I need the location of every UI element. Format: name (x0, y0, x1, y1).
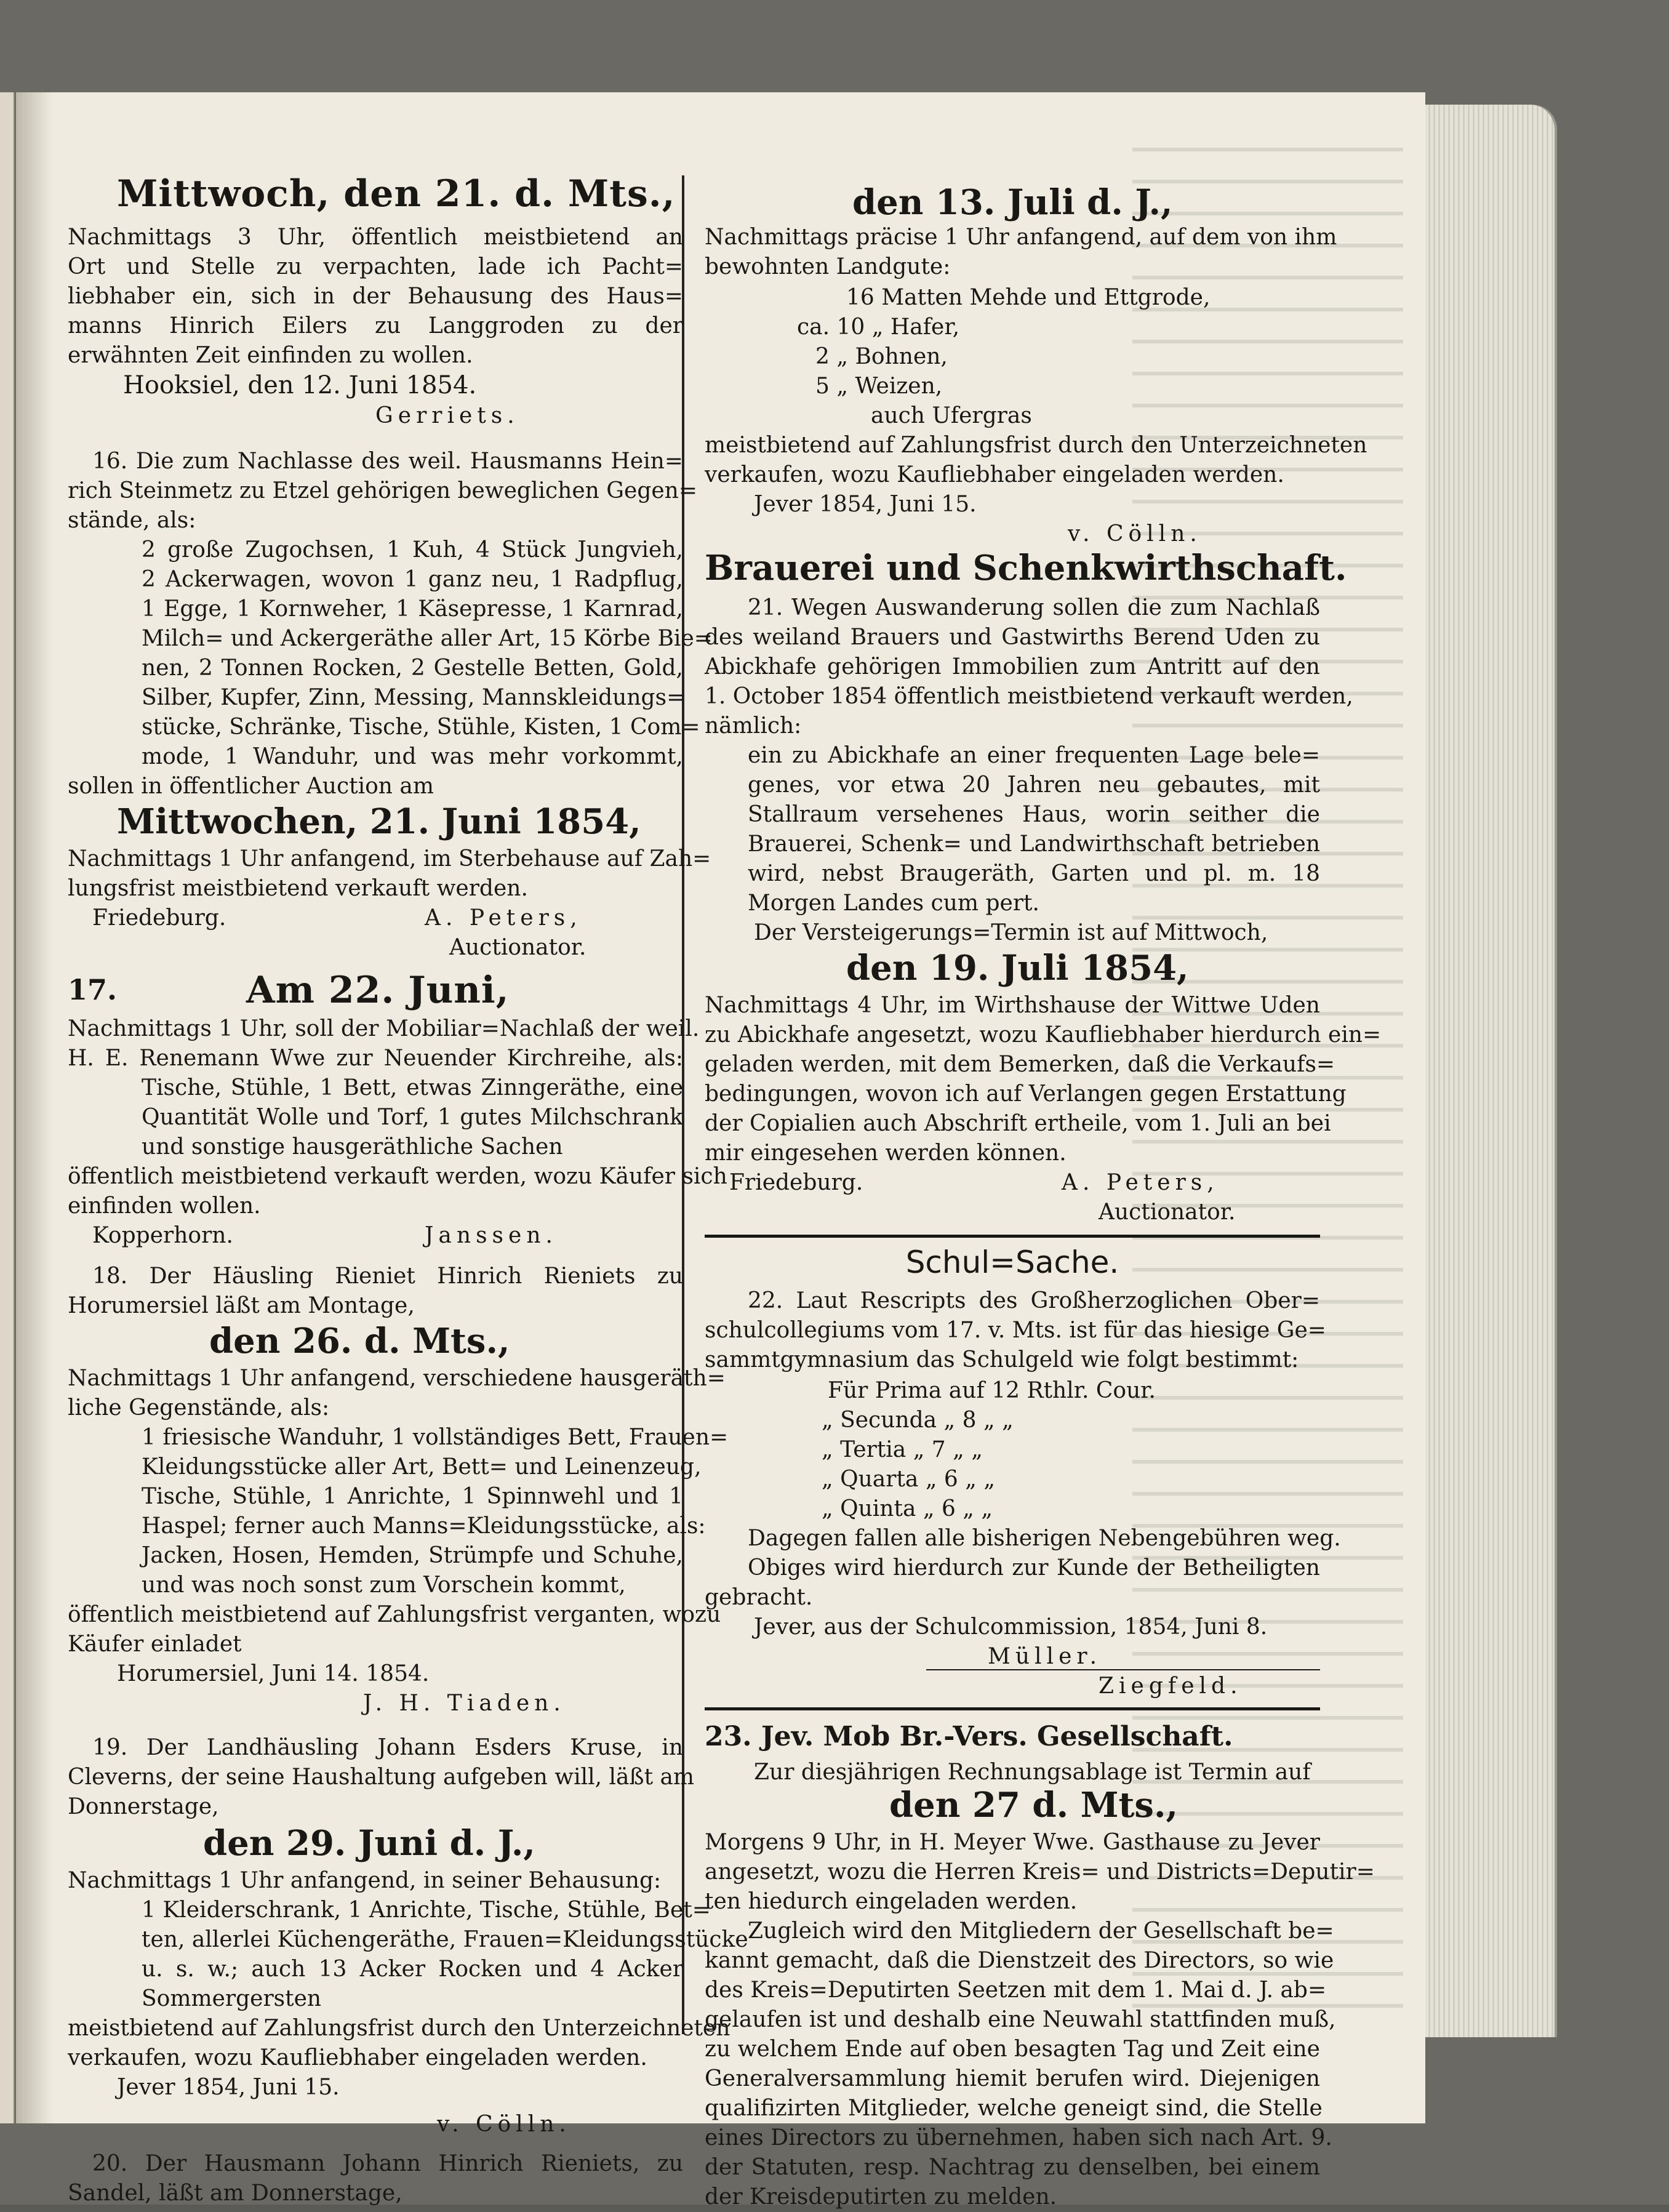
text-line: nen, 2 Tonnen Rocken, 2 Gestelle Betten, Gold, (142, 655, 683, 681)
text-line: Sommergersten (142, 1986, 322, 2011)
text-line: Sandel, läßt am Donnerstage, (68, 2181, 402, 2206)
text-line: Haspel; ferner auch Manns=Kleidungsstücke, als: (142, 1513, 706, 1539)
signature: A. Peters, (1062, 1170, 1219, 1195)
text-line: 19. Der Landhäusling Johann Esders Kruse, in (92, 1735, 683, 1760)
text-line: 2 große Zugochsen, 1 Kuh, 4 Stück Jungvieh, (142, 537, 683, 563)
text-line: Der Versteigerungs=Termin ist auf Mittwoch, (754, 920, 1268, 945)
text-line: 18. Der Häusling Rieniet Hinrich Rieniets zu (92, 1264, 683, 1289)
list-item: 2 „ Bohnen, (815, 344, 948, 369)
text-line: gelaufen ist und deshalb eine Neuwahl stattfinden muß, (705, 2007, 1336, 2032)
text-line: erwähnten Zeit einfinden zu wollen. (68, 343, 473, 368)
place-date: Jever 1854, Juni 15. (754, 492, 977, 517)
text-line: Donnerstage, (68, 1794, 219, 1819)
text-line: verkaufen, wozu Kaufliebhaber eingeladen werden. (68, 2045, 647, 2070)
text-line: 22. Laut Rescripts des Großherzoglichen Ober= (748, 1288, 1320, 1313)
text-line: sollen in öffentlicher Auction am (68, 774, 434, 799)
text-line: öffentlich meistbietend auf Zahlungsfrist verganten, wozu (68, 1602, 721, 1627)
signature-rule (926, 1669, 1320, 1670)
text-line: und was noch sonst zum Vorschein kommt, (142, 1573, 626, 1598)
signature: Janssen. (425, 1223, 558, 1248)
text-line: liebhaber ein, sich in der Behausung des Haus= (68, 284, 683, 309)
section-rule (705, 1707, 1320, 1710)
text-line: Generalversammlung hiemit berufen wird. Diejenigen (705, 2066, 1320, 2091)
text-line: Morgen Landes cum pert. (748, 891, 1039, 916)
text-line: stücke, Schränke, Tische, Stühle, Kisten, 1 Com= (142, 715, 700, 740)
text-line: Dagegen fallen alle bisherigen Nebengebühren weg. (748, 1526, 1341, 1551)
text-line: 1. October 1854 öffentlich meistbietend verkauft werden, (705, 684, 1353, 709)
text-line: manns Hinrich Eilers zu Langgroden zu der (68, 313, 683, 339)
text-line: stände, als: (68, 508, 196, 533)
text-line: gebracht. (705, 1585, 813, 1610)
place-date: Horumersiel, Juni 14. 1854. (117, 1661, 430, 1686)
signature: Ziegfeld. (1099, 1673, 1243, 1699)
text-line: nämlich: (705, 713, 802, 739)
text-line: genes, vor etwa 20 Jahren neu gebautes, mit (748, 772, 1320, 798)
facing-page-edge (0, 92, 15, 2123)
text-line: Nachmittags präcise 1 Uhr anfangend, auf dem von ihm (705, 225, 1337, 250)
text-line: ein zu Abickhafe an einer frequenten Lage bele= (748, 743, 1320, 768)
text-line: 1 friesische Wanduhr, 1 vollständiges Bett, Frauen= (142, 1425, 729, 1450)
text-line: Brauerei, Schenk= und Landwirthschaft betrieben (748, 832, 1320, 857)
text-line: Obiges wird hierdurch zur Kunde der Betheiligten (748, 1555, 1320, 1581)
text-line: des weiland Brauers und Gastwirths Berend Uden zu (705, 625, 1320, 650)
text-line: mode, 1 Wanduhr, und was mehr vorkommt, (142, 744, 683, 769)
text-line: bewohnten Landgute: (705, 254, 951, 279)
text-line: Nachmittags 3 Uhr, öffentlich meistbietend an (68, 225, 683, 250)
text-line: Stallraum versehenes Haus, worin seither die (748, 802, 1320, 827)
text-line: Cleverns, der seine Haushaltung aufgeben will, läßt am (68, 1765, 695, 1790)
signature-title: Auctionator. (1099, 1200, 1236, 1225)
gutter-shadow (16, 92, 53, 2123)
place: Kopperhorn. (92, 1223, 233, 1248)
text-line: u. s. w.; auch 13 Acker Rocken und 4 Acker (142, 1957, 683, 1982)
text-line: ten, allerlei Küchengeräthe, Frauen=Kleidungsstücke (142, 1927, 748, 1952)
fee-row: Für Prima auf 12 Rthlr. Cour. (828, 1378, 1156, 1403)
text-line: des Kreis=Deputirten Seetzen mit dem 1. Mai d. J. ab= (705, 1978, 1327, 2003)
text-line: H. E. Renemann Wwe zur Neuender Kirchreihe, als: (68, 1046, 683, 1071)
intro-heading: Mittwoch, den 21. d. Mts., (117, 172, 676, 215)
signature: Gerriets. (375, 403, 519, 428)
notice-heading: Am 22. Juni, (246, 969, 510, 1012)
place-date: Jever, aus der Schulcommission, 1854, Juni 8. (754, 1614, 1268, 1640)
auction-date: Mittwochen, 21. Juni 1854, (117, 801, 641, 842)
signature: J. H. Tiaden. (363, 1691, 566, 1716)
text-line: 20. Der Hausmann Johann Hinrich Rieniets, zu (92, 2151, 683, 2176)
text-line: liche Gegenstände, als: (68, 1395, 330, 1421)
text-line: wird, nebst Braugeräth, Garten und pl. m. 18 (748, 861, 1320, 886)
text-line: zu welchem Ende auf oben besagten Tag und Zeit eine (705, 2037, 1320, 2062)
signature: v. Cölln. (437, 2112, 571, 2137)
text-line: Kleidungsstücke aller Art, Bett= und Leinenzeug, (142, 1454, 702, 1480)
auction-date: den 13. Juli d. J., (852, 182, 1173, 223)
fee-row: „ Tertia „ 7 „ „ (822, 1437, 983, 1462)
text-line: qualifizirten Mitglieder, welche geneigt sind, die Stelle (705, 2096, 1323, 2121)
text-line: meistbietend auf Zahlungsfrist durch den Unterzeichneten (68, 2016, 730, 2041)
text-line: Käufer einladet (68, 1632, 242, 1657)
signature: A. Peters, (425, 905, 582, 931)
text-line: kannt gemacht, daß die Dienstzeit des Directors, so wie (705, 1948, 1334, 1973)
text-line: 16. Die zum Nachlasse des weil. Hausmanns Hein= (92, 449, 683, 474)
place: Friedeburg. (92, 905, 226, 931)
fee-row: „ Quarta „ 6 „ „ (822, 1467, 996, 1492)
section-rule (705, 1235, 1320, 1238)
text-line: Nachmittags 1 Uhr anfangend, verschiedene hausgeräth= (68, 1366, 726, 1391)
text-line: Zugleich wird den Mitgliedern der Gesellschaft be= (748, 1918, 1334, 1944)
text-line: sammtgymnasium das Schulgeld wie folgt bestimmt: (705, 1347, 1299, 1372)
text-line: der Copialien auch Abschrift ertheile, vom 1. Juli an bei (705, 1111, 1331, 1136)
text-line: angesetzt, wozu die Herren Kreis= und Districts=Deputir= (705, 1859, 1375, 1885)
text-line: 1 Kleiderschrank, 1 Anrichte, Tische, Stühle, Bet= (142, 1897, 711, 1923)
text-line: ten hiedurch eingeladen werden. (705, 1889, 1078, 1914)
signature-title: Auctionator. (449, 935, 586, 960)
text-line: Tische, Stühle, 1 Anrichte, 1 Spinnwehl und 1 (142, 1484, 683, 1509)
notice-number: 17. (68, 973, 118, 1006)
text-line: 1 Egge, 1 Kornweher, 1 Käsepresse, 1 Karnrad, (142, 596, 683, 622)
text-line: Tische, Stühle, 1 Bett, etwas Zinngeräthe, eine (142, 1075, 683, 1100)
list-item: ca. 10 „ Hafer, (797, 315, 960, 340)
text-line: 2 Ackerwagen, wovon 1 ganz neu, 1 Radpflug, (142, 567, 683, 592)
text-line: Jacken, Hosen, Hemden, Strümpfe und Schuhe, (142, 1543, 683, 1568)
place-date: Jever 1854, Juni 15. (117, 2075, 340, 2100)
list-item: auch Ufergras (871, 403, 1032, 428)
text-line: geladen werden, mit dem Bemerken, daß die Verkaufs= (705, 1052, 1335, 1077)
book-page-edges (1425, 105, 1555, 2037)
place: Friedeburg. (729, 1170, 863, 1195)
section-heading: Brauerei und Schenkwirthschaft. (705, 548, 1347, 588)
text-line: Abickhafe gehörigen Immobilien zum Antritt auf den (705, 654, 1320, 679)
text-line: Silber, Kupfer, Zinn, Messing, Mannskleidungs= (142, 685, 686, 710)
text-line: bedingungen, wovon ich auf Verlangen gegen Erstattung (705, 1081, 1347, 1107)
section-heading: Schul=Sache. (905, 1244, 1119, 1280)
section-heading: 23. Jev. Mob Br.-Vers. Gesellschaft. (705, 1721, 1233, 1752)
text-line: eines Directors zu übernehmen, haben sich nach Art. 9. (705, 2125, 1332, 2150)
text-line: der Statuten, resp. Nachtrag zu denselben, bei einem (705, 2155, 1320, 2180)
text-line: einfinden wollen. (68, 1193, 261, 1219)
text-line: mir eingesehen werden können. (705, 1140, 1067, 1166)
auction-date: den 26. d. Mts., (209, 1321, 510, 1361)
signature: v. Cölln. (1068, 521, 1202, 547)
text-line: Nachmittags 1 Uhr anfangend, im Sterbehause auf Zah= (68, 846, 711, 872)
text-line: Nachmittags 1 Uhr, soll der Mobiliar=Nachlaß der weil. (68, 1016, 700, 1041)
text-line: Zur diesjährigen Rechnungsablage ist Termin auf (754, 1760, 1311, 1785)
text-line: der Kreisdeputirten zu melden. (705, 2184, 1057, 2210)
text-line: Nachmittags 4 Uhr, im Wirthshause der Wittwe Uden (705, 993, 1320, 1018)
text-line: lungsfrist meistbietend verkauft werden. (68, 876, 528, 901)
text-line: rich Steinmetz zu Etzel gehörigen beweglichen Gegen= (68, 478, 698, 503)
list-item: 16 Matten Mehde und Ettgrode, (846, 285, 1211, 310)
place-date: Hooksiel, den 12. Juni 1854. (123, 371, 477, 399)
auction-date: den 29. Juni d. J., (203, 1823, 535, 1864)
text-line: Nachmittags 1 Uhr anfangend, in seiner Behausung: (68, 1868, 662, 1893)
text-line: Horumersiel läßt am Montage, (68, 1293, 415, 1318)
signature: Müller. (988, 1644, 1102, 1669)
text-line: Milch= und Ackergeräthe aller Art, 15 Körbe Bie= (142, 626, 713, 651)
fee-row: „ Quinta „ 6 „ „ (822, 1496, 993, 1521)
text-line: 21. Wegen Auswanderung sollen die zum Nachlaß (748, 595, 1320, 620)
text-line: Ort und Stelle zu verpachten, lade ich Pacht= (68, 254, 683, 279)
text-line: schulcollegiums vom 17. v. Mts. ist für das hiesige Ge= (705, 1318, 1326, 1343)
auction-date: den 19. Juli 1854, (846, 948, 1189, 988)
text-line: und sonstige hausgeräthliche Sachen (142, 1134, 563, 1160)
text-line: meistbietend auf Zahlungsfrist durch den Unterzeichneten (705, 433, 1367, 458)
list-item: 5 „ Weizen, (815, 374, 943, 399)
meeting-date: den 27 d. Mts., (889, 1785, 1178, 1825)
fee-row: „ Secunda „ 8 „ „ (822, 1408, 1014, 1433)
text-line: zu Abickhafe angesetzt, wozu Kaufliebhaber hierdurch ein= (705, 1022, 1382, 1048)
text-line: öffentlich meistbietend verkauft werden, wozu Käufer sich (68, 1164, 727, 1189)
text-line: Morgens 9 Uhr, in H. Meyer Wwe. Gasthause zu Jever (705, 1830, 1320, 1855)
text-line: verkaufen, wozu Kaufliebhaber eingeladen werden. (705, 462, 1284, 487)
text-line: Quantität Wolle und Torf, 1 gutes Milchschrank (142, 1105, 683, 1130)
